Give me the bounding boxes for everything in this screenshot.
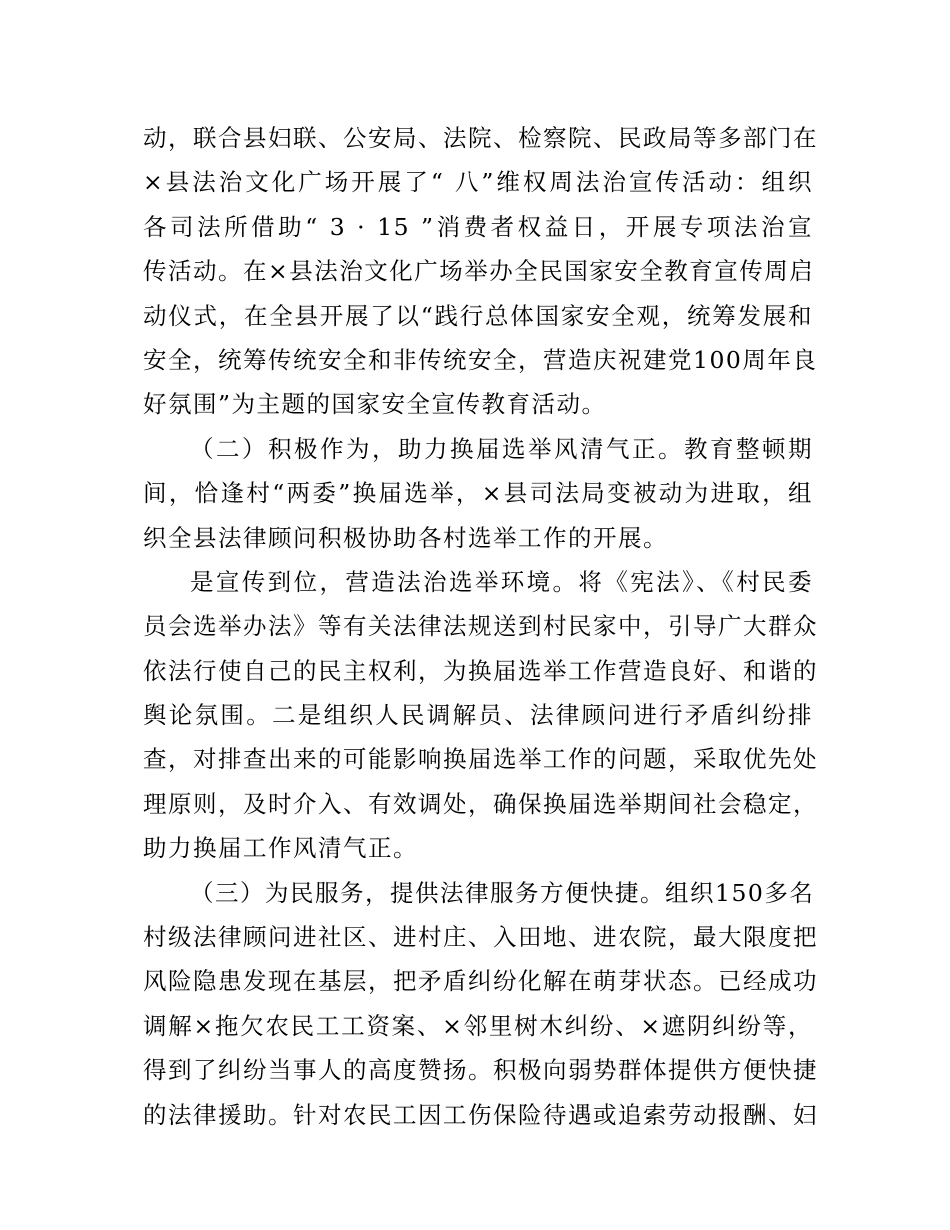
text-line: 各司法所借助“ 3 · 15 ”消费者权益日，开展专项法治宣	[143, 212, 813, 241]
section-heading-line: （三）为民服务，提供法律服务方便快捷。组织150多名	[190, 878, 815, 907]
text-line: 舆论氛围。二是组织人民调解员、法律顾问进行矛盾纠纷排	[143, 701, 813, 730]
paragraph-first-line: 是宣传到位，营造法治选举环境。将《宪法》、《村民委	[190, 567, 813, 596]
section-heading-line: （二）积极作为，助力换届选举风清气正。教育整顿期	[190, 434, 813, 463]
text-line: 好氛围”为主题的国家安全宣传教育活动。	[143, 390, 607, 419]
text-line: 调解×拖欠农民工工资案、×邻里树木纠纷、×遮阴纠纷等，	[143, 1011, 813, 1040]
text-line: 员会选举办法》等有关法律法规送到村民家中，引导广大群众	[143, 612, 818, 641]
text-line: ×县法治文化广场开展了“ 八”维权周法治宣传活动：组织	[143, 168, 813, 197]
text-line: 动，联合县妇联、公安局、法院、检察院、民政局等多部门在	[143, 124, 818, 152]
text-line: 的法律援助。针对农民工因工伤保险待遇或追索劳动报酬、妇	[143, 1100, 818, 1129]
text-line: 查，对排查出来的可能影响换届选举工作的问题，采取优先处	[143, 745, 818, 774]
text-line: 间，恰逢村“两委”换届选举，×县司法局变被动为进取，组	[143, 479, 813, 508]
text-line: 动仪式，在全县开展了以“践行总体国家安全观，统筹发展和	[143, 301, 813, 330]
text-line: 得到了纠纷当事人的高度赞扬。积极向弱势群体提供方便快捷	[143, 1056, 818, 1085]
text-line: 助力换届工作风清气正。	[143, 834, 418, 863]
text-line: 织全县法律顾问积极协助各村选举工作的开展。	[143, 523, 668, 552]
text-line: 依法行使自己的民主权利，为换届选举工作营造良好、和谐的	[143, 656, 818, 685]
text-line: 传活动。在×县法治文化广场举办全民国家安全教育宣传周启	[143, 257, 815, 286]
document-body	[143, 116, 818, 1137]
text-line: 理原则，及时介入、有效调处，确保换届选举期间社会稳定，	[143, 789, 818, 818]
text-line: 村级法律顾问进社区、进村庄、入田地、进农院，最大限度把	[143, 923, 818, 952]
text-line: 风险隐患发现在基层，把矛盾纠纷化解在萌芽状态。已经成功	[143, 967, 818, 996]
text-line: 安全，统筹传统安全和非传统安全，营造庆祝建党100周年良	[143, 345, 818, 374]
